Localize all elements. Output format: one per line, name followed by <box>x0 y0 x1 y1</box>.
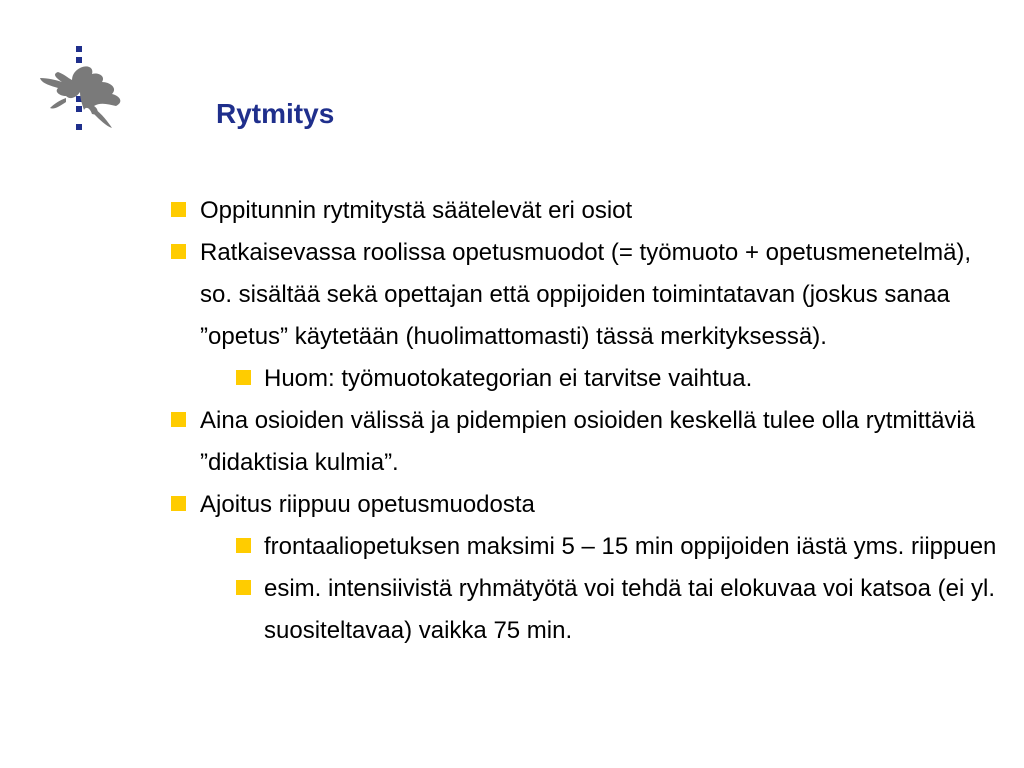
square-bullet-icon <box>171 496 186 511</box>
bullet-list <box>170 190 1000 652</box>
list-item <box>170 526 1000 568</box>
square-bullet-icon <box>171 244 186 259</box>
university-logo-icon <box>36 44 126 136</box>
square-bullet-icon <box>236 580 251 595</box>
list-item <box>170 484 1000 526</box>
square-bullet-icon <box>171 412 186 427</box>
list-item <box>170 232 1000 358</box>
list-item <box>170 568 1000 652</box>
list-item-text: Oppitunnin rytmitystä säätelevät eri osiot <box>200 197 633 224</box>
list-item-text: Aina osioiden välissä ja pidempien osioiden keskellä tulee olla rytmittäviä ”didaktisia kulmia”. <box>200 407 976 476</box>
list-item <box>170 190 1000 232</box>
list-item-text: Ajoitus riippuu opetusmuodosta <box>200 491 535 518</box>
square-bullet-icon <box>171 202 186 217</box>
list-item <box>170 400 1000 484</box>
list-item-text: esim. intensiivistä ryhmätyötä voi tehdä tai elokuvaa voi katsoa (ei yl. suositeltavaa) vaikka 75 min. <box>264 575 996 644</box>
list-item-text: frontaaliopetuksen maksimi 5 – 15 min oppijoiden iästä yms. riippuen <box>264 533 997 560</box>
square-bullet-icon <box>236 370 251 385</box>
list-item-text: Huom: työmuotokategorian ei tarvitse vaihtua. <box>264 365 753 392</box>
list-item-text: Ratkaisevassa roolissa opetusmuodot (= työmuoto + opetusmenetelmä), so. sisältää sekä opettajan että oppijoiden toimintatavan (joskus sanaa ”opetus” käytetään (huolimattomasti) tässä merkityksessä). <box>200 239 972 350</box>
square-bullet-icon <box>236 538 251 553</box>
slide-title: Rytmitys <box>216 98 335 129</box>
list-item <box>170 358 1000 400</box>
